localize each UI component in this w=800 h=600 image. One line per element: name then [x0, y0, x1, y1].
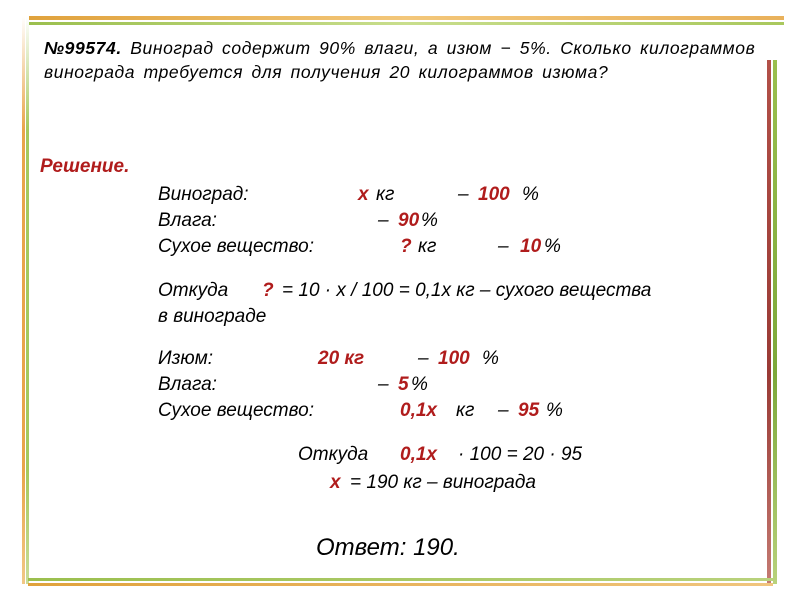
grapes-dry-var: ?	[400, 236, 412, 257]
raisins-label: Изюм:	[158, 348, 214, 369]
grapes-dry-pct: 10	[520, 236, 542, 257]
grapes-var: x	[358, 184, 369, 205]
derive1-unknown: ?	[262, 280, 274, 301]
grapes-dry-label: Сухое вещество:	[158, 236, 314, 257]
raisins-pct: 100	[438, 348, 470, 369]
raisins-dry-pct-sign: %	[546, 400, 563, 421]
problem-statement	[44, 36, 756, 84]
frame-left-orange	[22, 16, 25, 584]
raisins-value: 20 кг	[318, 348, 365, 369]
frame-bottom-orange	[28, 583, 773, 586]
raisins-dry-value: 0,1x	[400, 400, 437, 421]
grapes-moisture-label: Влага:	[158, 210, 217, 231]
problem-text: Виноград содержит 90% влаги, а изюм − 5%. Сколько килограммов винограда требуется для получения 20 килограммов изюма?	[44, 38, 756, 82]
raisins-dry-pct: 95	[518, 400, 540, 421]
frame-right-maroon	[767, 60, 771, 584]
derive2-value: 0,1x	[400, 444, 437, 465]
raisins-moisture-pct: 5	[398, 374, 409, 395]
derive2-formula: · 100 = 20 · 95	[458, 444, 583, 465]
grapes-dry-dash: –	[498, 236, 509, 257]
raisins-moisture-pct-sign: %	[411, 374, 428, 395]
grapes-moisture-pct-sign: %	[421, 210, 438, 231]
raisins-dash: –	[418, 348, 429, 369]
grapes-pct-sign: %	[522, 184, 539, 205]
derive2-word: Откуда	[298, 444, 369, 465]
frame-bottom-green	[28, 578, 773, 581]
raisins-moisture-dash: –	[378, 374, 389, 395]
grapes-moisture-pct: 90	[398, 210, 420, 231]
problem-number: №99574.	[44, 38, 122, 58]
answer: Ответ: 190.	[316, 534, 460, 561]
grapes-pct: 100	[478, 184, 510, 205]
raisins-pct-sign: %	[482, 348, 499, 369]
grapes-moisture-dash: –	[378, 210, 389, 231]
frame-left-green	[26, 16, 29, 584]
derive1-word: Откуда	[158, 280, 229, 301]
grapes-dash: –	[458, 184, 469, 205]
frame-top-green	[28, 22, 784, 25]
derive1-formula: = 10 · x / 100 = 0,1x кг – сухого вещества	[282, 280, 652, 301]
derive2-x: x	[330, 472, 341, 493]
grapes-dry-unit: кг	[418, 236, 437, 257]
raisins-moisture-label: Влага:	[158, 374, 217, 395]
raisins-dry-dash: –	[498, 400, 509, 421]
frame-top-orange	[28, 16, 784, 20]
raisins-dry-unit: кг	[456, 400, 475, 421]
derive2-result: = 190 кг – винограда	[350, 472, 536, 493]
raisins-dry-label: Сухое вещество:	[158, 400, 314, 421]
grapes-unit: кг	[376, 184, 395, 205]
grapes-dry-pct-sign: %	[544, 236, 561, 257]
grapes-label: Виноград:	[158, 184, 249, 205]
derive1-line2: в винограде	[158, 306, 267, 327]
solution-heading: Решение.	[40, 156, 130, 177]
frame-right-green	[773, 60, 777, 584]
